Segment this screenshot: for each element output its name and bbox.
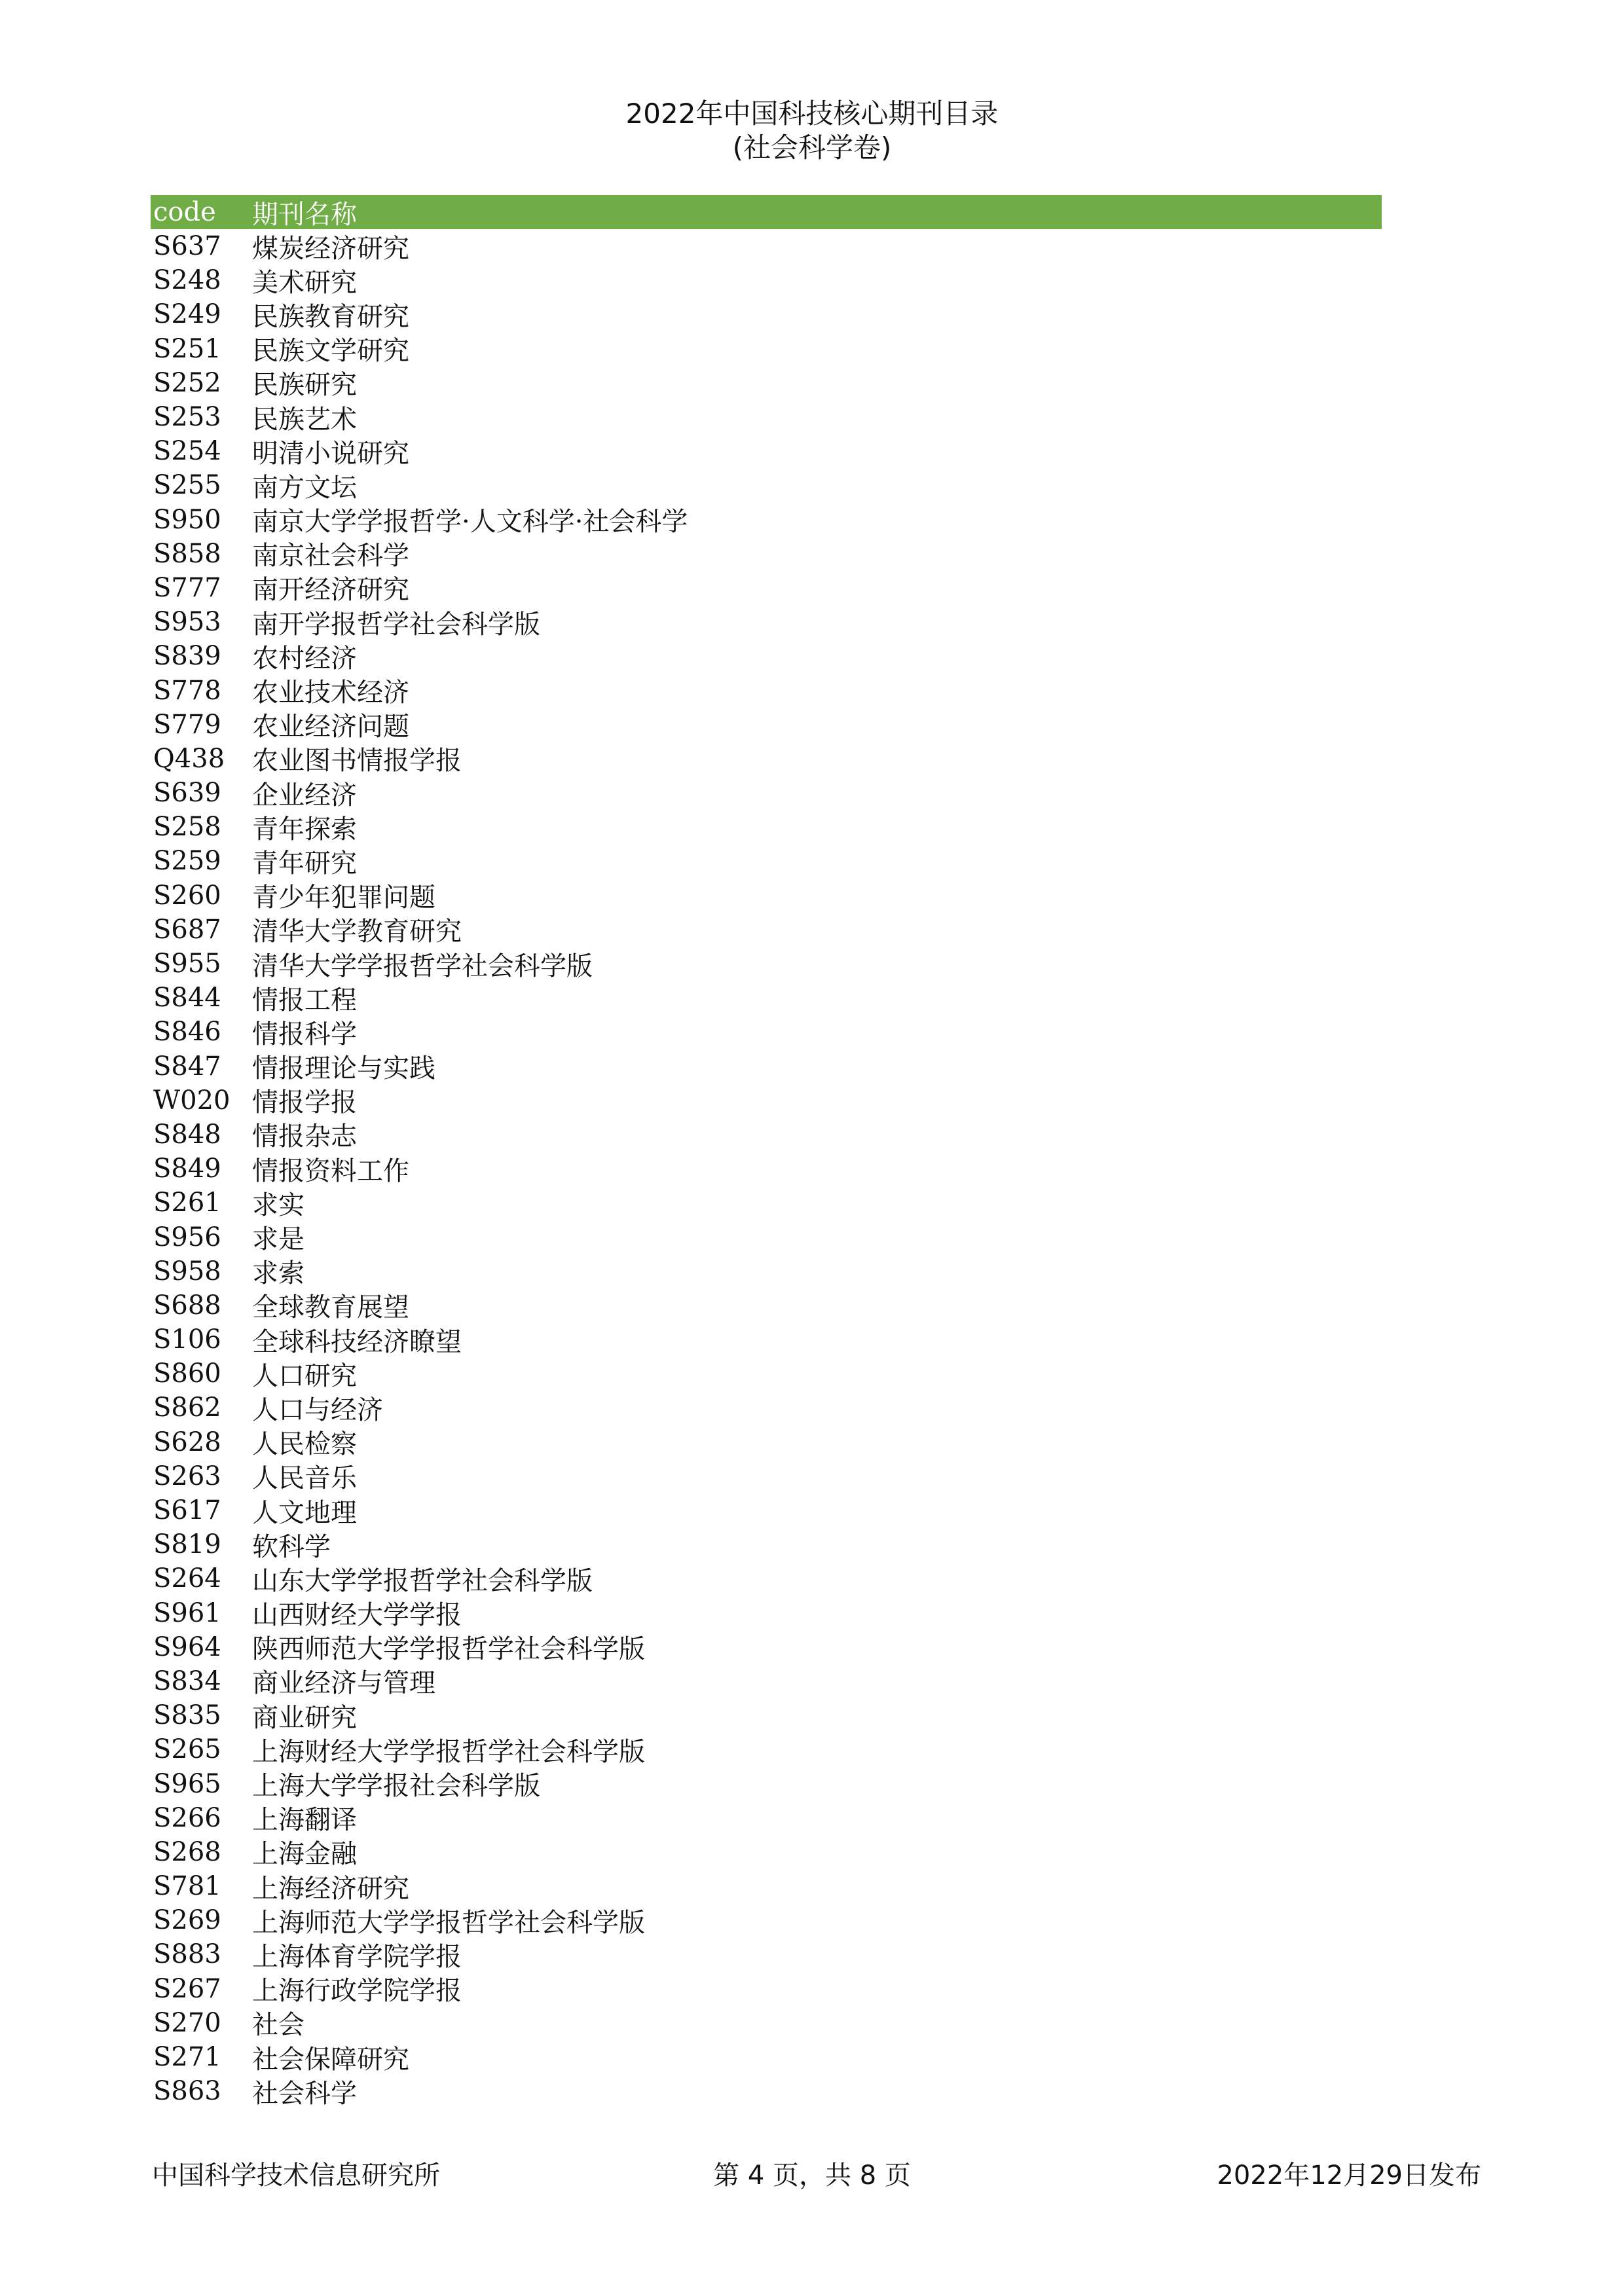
journal-code: S961 [153, 1597, 221, 1628]
journal-name: 民族教育研究 [252, 301, 409, 332]
table-row [151, 1630, 1382, 1664]
table-row [151, 1152, 1382, 1186]
journal-name: 企业经济 [252, 780, 357, 811]
journal-name: 人文地理 [252, 1497, 357, 1528]
journal-code: S964 [153, 1631, 221, 1662]
journal-name: 全球教育展望 [252, 1292, 409, 1323]
journal-code: S248 [153, 265, 221, 296]
journal-name: 山西财经大学学报 [252, 1600, 462, 1631]
table-row [151, 1493, 1382, 1527]
journal-name: 民族文学研究 [252, 336, 409, 367]
journal-name: 软科学 [252, 1531, 331, 1562]
table-row [151, 1596, 1382, 1630]
journal-name: 上海财经大学学报哲学社会科学版 [252, 1736, 645, 1767]
journal-code: S956 [153, 1222, 221, 1252]
table-row [151, 332, 1382, 366]
journal-name: 上海体育学院学报 [252, 1941, 462, 1972]
journal-name: 青年探索 [252, 814, 357, 845]
journal-code: S271 [153, 2042, 221, 2073]
table-row [151, 1459, 1382, 1493]
table-row [151, 639, 1382, 673]
table-row [151, 844, 1382, 878]
table-row [151, 468, 1382, 502]
journal-code: S849 [153, 1154, 221, 1184]
journal-code: S259 [153, 846, 221, 877]
journal-name: 农业技术经济 [252, 678, 409, 708]
journal-name: 社会科学 [252, 2078, 357, 2109]
journal-code: S834 [153, 1666, 221, 1696]
journal-code: S950 [153, 504, 221, 535]
journal-name: 农业经济问题 [252, 712, 409, 742]
journal-name: 南京大学学报哲学·人文科学·社会科学 [252, 507, 688, 538]
table-row [151, 1049, 1382, 1084]
journal-name: 社会 [252, 2010, 304, 2041]
table-row [151, 810, 1382, 844]
journal-name: 农村经济 [252, 643, 357, 674]
journal-code: S253 [153, 402, 221, 433]
journal-code: S779 [153, 709, 221, 740]
journal-name: 商业经济与管理 [252, 1668, 435, 1699]
journal-name: 人民检察 [252, 1429, 357, 1460]
journal-code: S860 [153, 1358, 221, 1389]
footer-page-number: 第 4 页，共 8 页 [713, 2160, 911, 2191]
journal-name: 上海金融 [252, 1839, 357, 1870]
journal-code: S848 [153, 1119, 221, 1150]
journal-code: S268 [153, 1836, 221, 1867]
journal-code: S254 [153, 436, 221, 467]
journal-name: 求索 [252, 1258, 304, 1289]
journal-code: S777 [153, 572, 221, 603]
table-row [151, 947, 1382, 981]
journal-name: 清华大学教育研究 [252, 917, 462, 947]
journal-name: 民族艺术 [252, 404, 357, 435]
journal-code: S264 [153, 1563, 221, 1594]
journal-code: S862 [153, 1393, 221, 1423]
table-row [151, 1561, 1382, 1595]
column-header-name: 期刊名称 [252, 199, 357, 230]
journal-code: S819 [153, 1529, 221, 1560]
table-row [151, 1732, 1382, 1766]
journal-name: 情报资料工作 [252, 1156, 409, 1186]
journal-code: S839 [153, 641, 221, 672]
table-row [151, 1186, 1382, 1220]
table-row [151, 1322, 1382, 1357]
journal-code: S847 [153, 1051, 221, 1082]
journal-code: S835 [153, 1700, 221, 1731]
journal-name: 人口研究 [252, 1360, 357, 1391]
table-row [151, 1425, 1382, 1459]
journal-name: 商业研究 [252, 1702, 357, 1733]
journal-name: 青年研究 [252, 848, 357, 879]
journal-code: S265 [153, 1734, 221, 1765]
journal-code: S249 [153, 299, 221, 330]
table-row [151, 1254, 1382, 1288]
journal-code: S263 [153, 1461, 221, 1491]
table-row [151, 1118, 1382, 1152]
table-row [151, 1527, 1382, 1561]
journal-code: S637 [153, 231, 221, 262]
table-row [151, 1664, 1382, 1698]
table-row [151, 2074, 1382, 2108]
journal-code: S955 [153, 949, 221, 979]
journal-name: 上海大学学报社会科学版 [252, 1771, 540, 1802]
journal-code: S846 [153, 1017, 221, 1048]
table-row [151, 673, 1382, 707]
journal-code: Q438 [153, 743, 225, 774]
journal-name: 上海翻译 [252, 1805, 357, 1836]
table-row [151, 879, 1382, 913]
table-row [151, 400, 1382, 434]
journal-name: 清华大学学报哲学社会科学版 [252, 951, 593, 981]
table-row [151, 297, 1382, 331]
journal-name: 社会保障研究 [252, 2044, 409, 2075]
journal-code: S863 [153, 2076, 221, 2107]
journal-code: S266 [153, 1802, 221, 1833]
table-row [151, 776, 1382, 810]
journal-code: S688 [153, 1290, 221, 1321]
table-row [151, 434, 1382, 468]
table-row [151, 981, 1382, 1015]
table-row [151, 1015, 1382, 1049]
table-row [151, 1357, 1382, 1391]
journal-code: S255 [153, 470, 221, 501]
journal-code: S781 [153, 1871, 221, 1902]
journal-code: S252 [153, 367, 221, 398]
table-row [151, 1084, 1382, 1118]
table-row [151, 537, 1382, 571]
table-row [151, 2006, 1382, 2040]
journal-name: 民族研究 [252, 370, 357, 401]
journal-name: 全球科技经济瞭望 [252, 1326, 462, 1357]
journal-name: 陕西师范大学学报哲学社会科学版 [252, 1634, 645, 1665]
journal-name: 煤炭经济研究 [252, 233, 409, 264]
journal-table [151, 195, 1382, 2108]
journal-code: S270 [153, 2007, 221, 2038]
journal-code: W020 [153, 1085, 231, 1116]
table-row [151, 708, 1382, 742]
table-row [151, 1869, 1382, 1903]
table-row [151, 742, 1382, 776]
journal-name: 求实 [252, 1190, 304, 1220]
journal-name: 人民音乐 [252, 1463, 357, 1494]
table-row [151, 1766, 1382, 1800]
footer-publish-date: 2022年12月29日发布 [1217, 2160, 1481, 2191]
table-row [151, 1391, 1382, 1425]
journal-name: 南开学报哲学社会科学版 [252, 609, 540, 640]
journal-code: S958 [153, 1256, 221, 1286]
table-row [151, 263, 1382, 297]
journal-name: 上海行政学院学报 [252, 1976, 462, 2007]
journal-name: 明清小说研究 [252, 438, 409, 469]
journal-name: 上海经济研究 [252, 1873, 409, 1904]
page-title: 2022年中国科技核心期刊目录 [625, 98, 999, 130]
table-row [151, 1835, 1382, 1869]
table-header-row [151, 195, 1382, 229]
journal-code: S883 [153, 1939, 221, 1970]
journal-name: 求是 [252, 1224, 304, 1255]
table-row [151, 1220, 1382, 1254]
journal-code: S269 [153, 1905, 221, 1936]
table-row [151, 1903, 1382, 1937]
table-row [151, 1288, 1382, 1322]
table-row [151, 503, 1382, 537]
table-row [151, 913, 1382, 947]
journal-code: S687 [153, 914, 221, 945]
table-row [151, 605, 1382, 639]
journal-code: S267 [153, 1973, 221, 2004]
column-header-code: code [153, 197, 216, 227]
table-row [151, 2040, 1382, 2074]
journal-name: 南开经济研究 [252, 575, 409, 606]
table-row [151, 1801, 1382, 1835]
journal-code: S965 [153, 1768, 221, 1799]
journal-name: 青少年犯罪问题 [252, 883, 435, 913]
journal-code: S261 [153, 1188, 221, 1218]
journal-code: S251 [153, 333, 221, 364]
table-row [151, 571, 1382, 605]
journal-code: S953 [153, 607, 221, 638]
journal-code: S844 [153, 983, 221, 1013]
table-row [151, 229, 1382, 263]
journal-name: 山东大学学报哲学社会科学版 [252, 1565, 593, 1596]
journal-code: S858 [153, 538, 221, 569]
journal-name: 情报理论与实践 [252, 1053, 435, 1084]
journal-name: 南京社会科学 [252, 541, 409, 572]
footer-organization: 中国科学技术信息研究所 [152, 2160, 440, 2191]
journal-name: 南方文坛 [252, 472, 357, 503]
journal-code: S106 [153, 1324, 221, 1355]
table-body [151, 229, 1382, 2108]
journal-name: 情报科学 [252, 1019, 357, 1049]
table-row [151, 366, 1382, 400]
journal-name: 美术研究 [252, 267, 357, 298]
journal-code: S258 [153, 812, 221, 843]
journal-name: 情报学报 [252, 1087, 357, 1118]
table-row [151, 1972, 1382, 2006]
table-row [151, 1937, 1382, 1971]
journal-code: S639 [153, 778, 221, 809]
page-subtitle: (社会科学卷) [732, 132, 892, 164]
journal-name: 情报杂志 [252, 1121, 357, 1152]
journal-name: 情报工程 [252, 985, 357, 1015]
table-row [151, 1698, 1382, 1732]
journal-code: S628 [153, 1427, 221, 1457]
journal-name: 上海师范大学学报哲学社会科学版 [252, 1907, 645, 1938]
journal-code: S778 [153, 675, 221, 706]
journal-code: S617 [153, 1495, 221, 1526]
journal-name: 农业图书情报学报 [252, 746, 462, 776]
journal-code: S260 [153, 880, 221, 911]
journal-name: 人口与经济 [252, 1394, 383, 1425]
